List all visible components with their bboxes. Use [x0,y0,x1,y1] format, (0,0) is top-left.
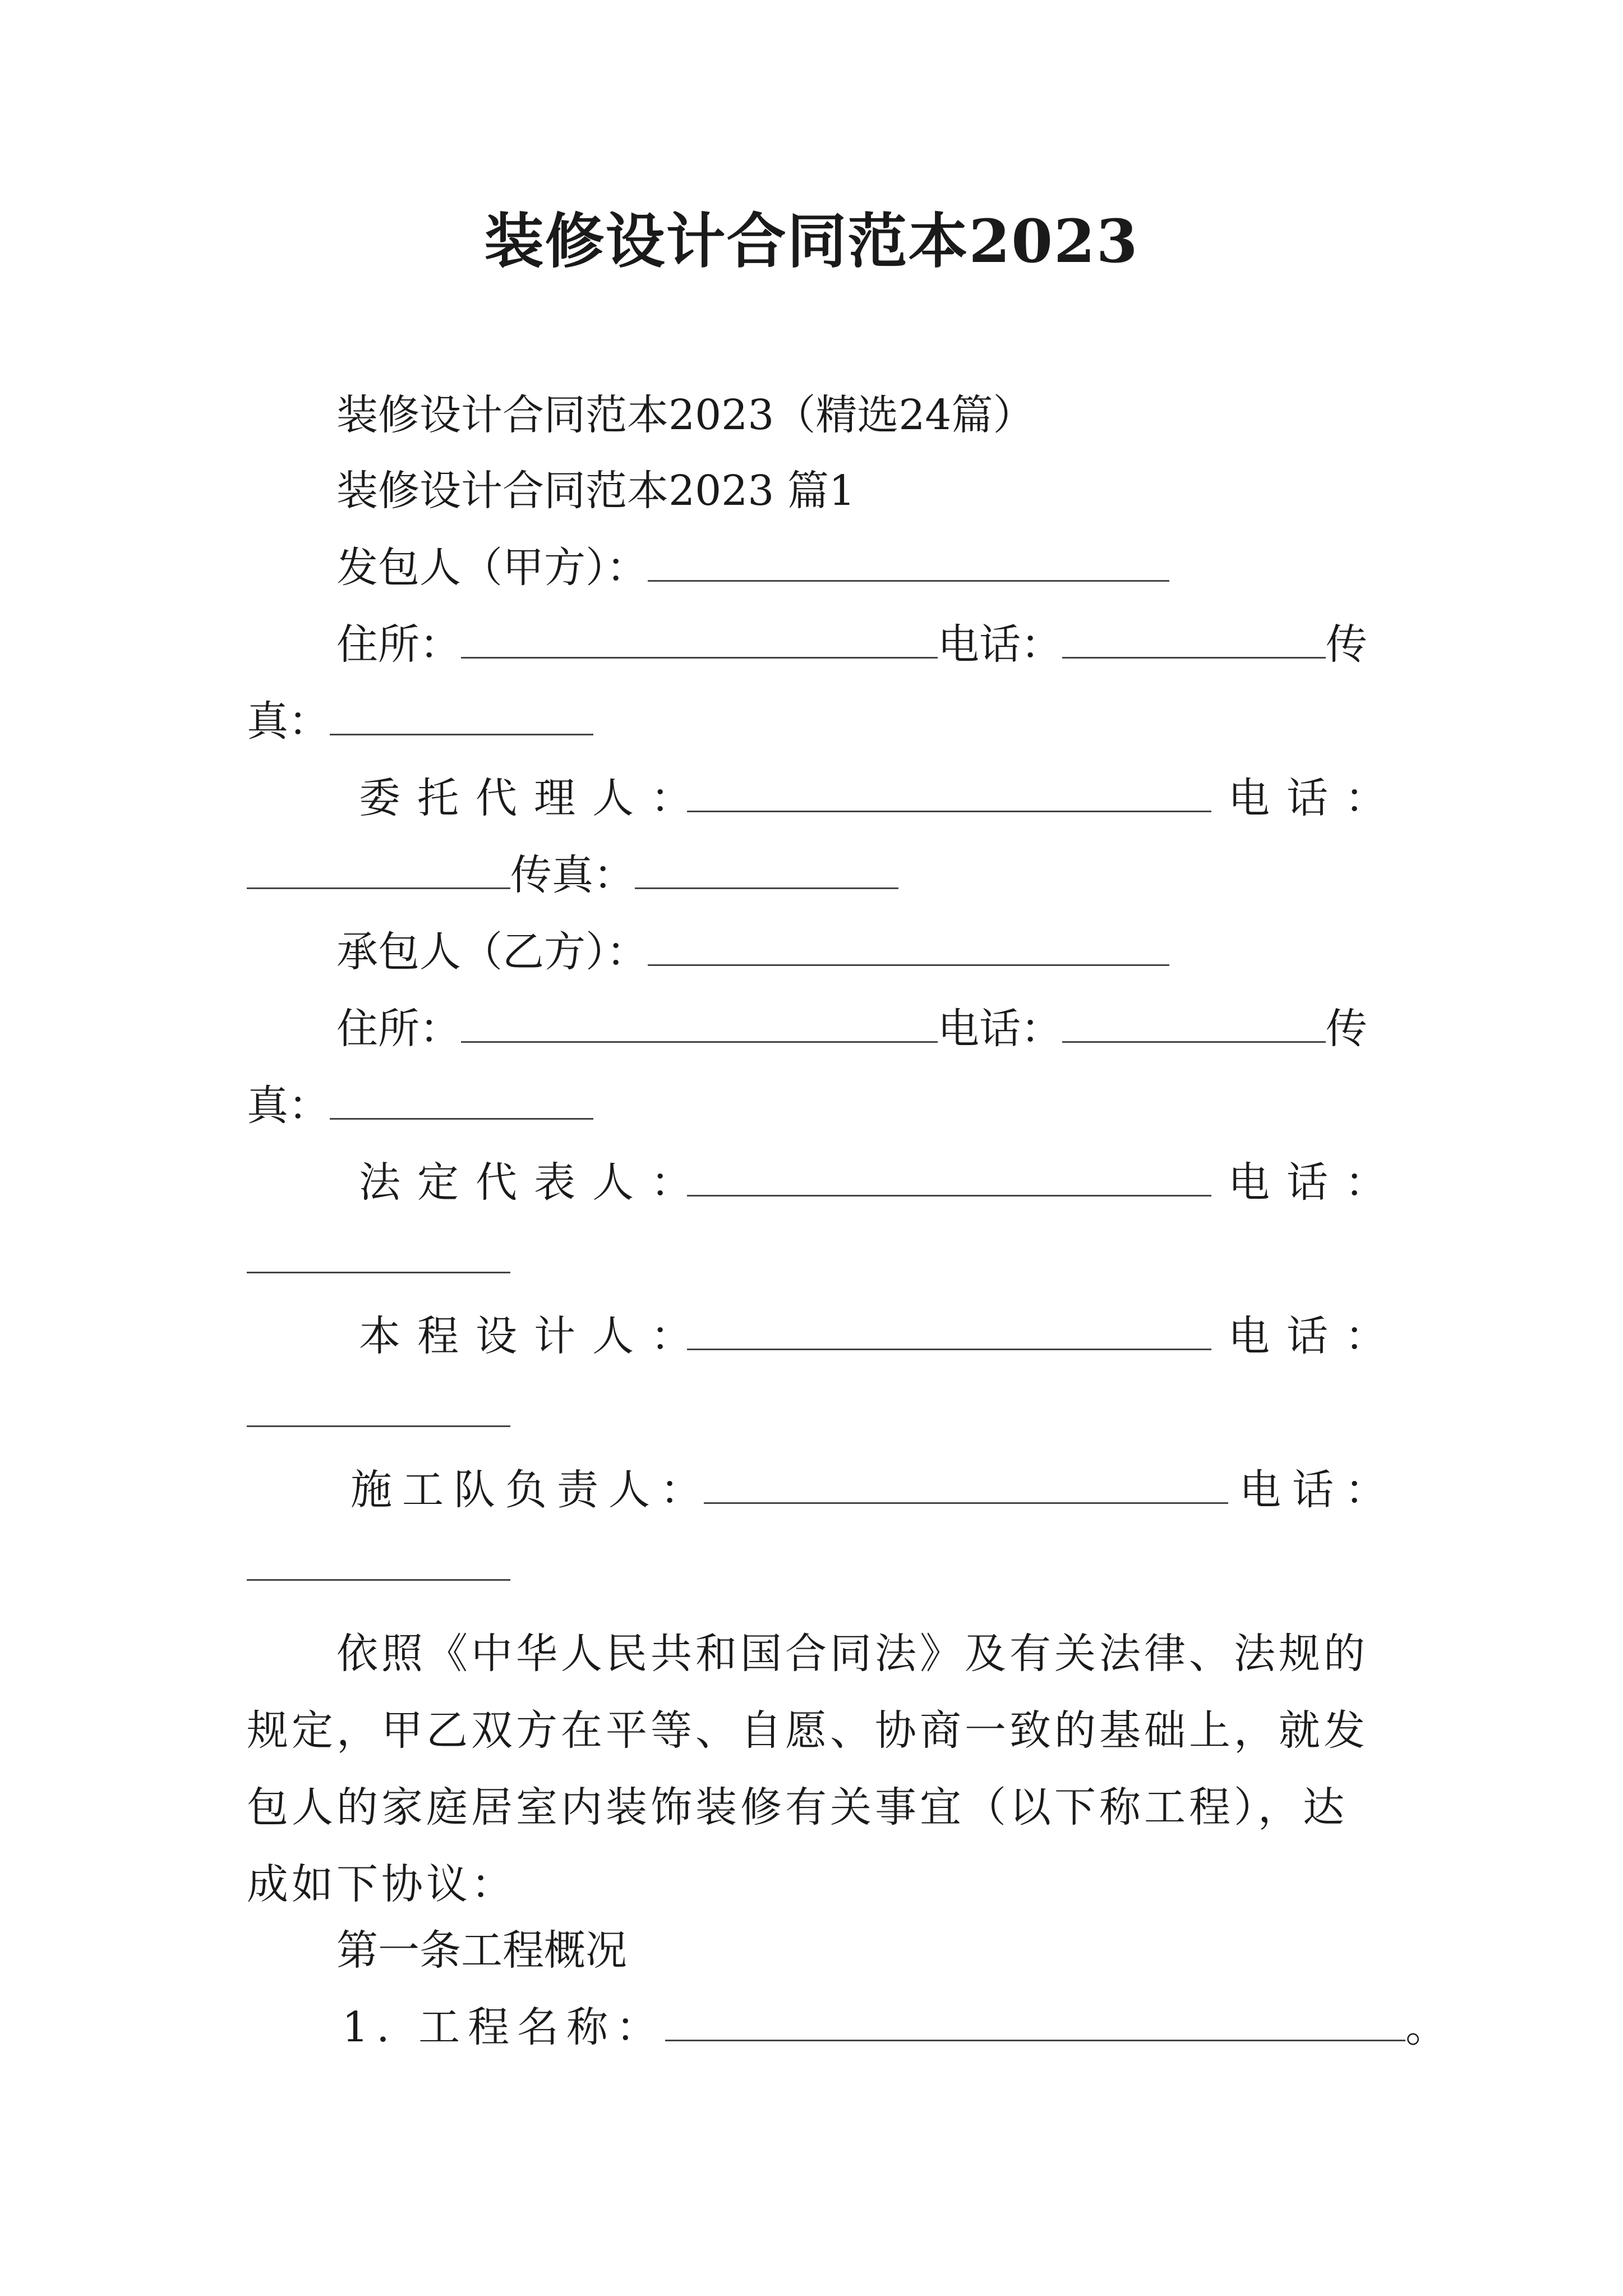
fax-zhen-b: 真： [247,1082,330,1130]
designer-phone-wrap [1228,1308,1403,1364]
agent-fax-label: 传真： [510,851,635,899]
foreman-phone-blank[interactable] [247,1540,510,1581]
legal-rep-label: 法定代表人： [359,1158,709,1207]
agent-fax-row [247,847,898,903]
agent-blank[interactable] [687,771,1211,812]
party-b-label: 承包人（乙方）： [336,928,648,976]
agent-phone-wrap [1228,770,1403,826]
intro-paragraph: 依照《中华人民共和国合同法》及有关法律、法规的规定，甲乙双方在平等、自愿、协商一致的基础上，就发包人的家庭居室内装饰装修有关事宜（以下称工程），达成如下协议： [247,1630,1368,1908]
agent-blank-wrap [687,770,1211,826]
document-title: 装修设计合同范本2023 [484,206,1139,276]
designer-phone-blank[interactable] [247,1386,510,1427]
foreman-blank[interactable] [704,1463,1228,1504]
subtitle: 装修设计合同范本2023（精选24篇） [336,391,1035,439]
party-b-fax-row [247,1078,593,1134]
address-label-b: 住所： [336,1005,461,1053]
fax-zhen: 真： [247,697,330,746]
party-b-row [336,924,1169,980]
address-label: 住所： [336,620,461,669]
project-name-row [342,1999,1447,2055]
address-blank[interactable] [461,618,938,659]
party-a-blank[interactable] [648,541,1169,582]
agent-label: 委托代理人： [359,774,709,822]
address-blank-b[interactable] [461,1002,938,1043]
legal-rep-blank[interactable] [687,1156,1211,1197]
phone-label: 电话： [938,620,1062,669]
project-name-blank[interactable] [665,2000,1405,2041]
legal-rep-phone-label: 电话： [1228,1158,1403,1207]
party-b-blank[interactable] [648,925,1169,966]
phone-blank-b[interactable] [1062,1002,1326,1043]
designer-label: 本程设计人： [359,1312,709,1360]
legal-rep-row [359,1154,709,1211]
period: 。 [1405,2003,1447,2051]
phone-label-b: 电话： [938,1005,1062,1053]
legal-rep-phone-row [247,1231,510,1287]
fax-chuan-b: 传 [1326,1005,1367,1053]
designer-blank[interactable] [687,1309,1211,1350]
foreman-phone-row [247,1539,510,1595]
fax-blank-b[interactable] [330,1079,593,1120]
party-b-address-row [336,1001,1367,1057]
designer-phone-row [247,1385,510,1441]
legal-rep-blank-wrap [687,1154,1211,1211]
phone-blank[interactable] [1062,618,1326,659]
designer-row [359,1308,709,1364]
agent-row [359,770,709,826]
fax-blank[interactable] [330,694,593,735]
legal-rep-phone-wrap [1228,1154,1403,1211]
foreman-phone-label: 电话： [1239,1466,1398,1514]
agent-fax-blank[interactable] [635,848,898,889]
legal-rep-phone-blank[interactable] [247,1232,510,1273]
agent-phone-label: 电话： [1228,774,1403,822]
party-a-row [336,540,1169,596]
party-a-label: 发包人（甲方）： [336,544,648,592]
foreman-blank-wrap [704,1462,1228,1518]
fax-chuan: 传 [1326,620,1367,669]
section-heading: 装修设计合同范本2023 篇1 [336,467,855,515]
foreman-row [351,1462,712,1518]
foreman-label: 施工队负责人： [351,1466,712,1514]
foreman-phone-wrap [1239,1462,1398,1518]
project-name-label: 1. 工程名称： [342,2003,666,2051]
article-1-heading: 第一条工程概况 [336,1926,627,1975]
designer-phone-label: 电话： [1228,1312,1403,1360]
party-a-address-row [336,616,1367,673]
designer-blank-wrap [687,1308,1211,1364]
party-a-fax-row [247,693,593,749]
agent-phone-blank[interactable] [247,848,510,889]
